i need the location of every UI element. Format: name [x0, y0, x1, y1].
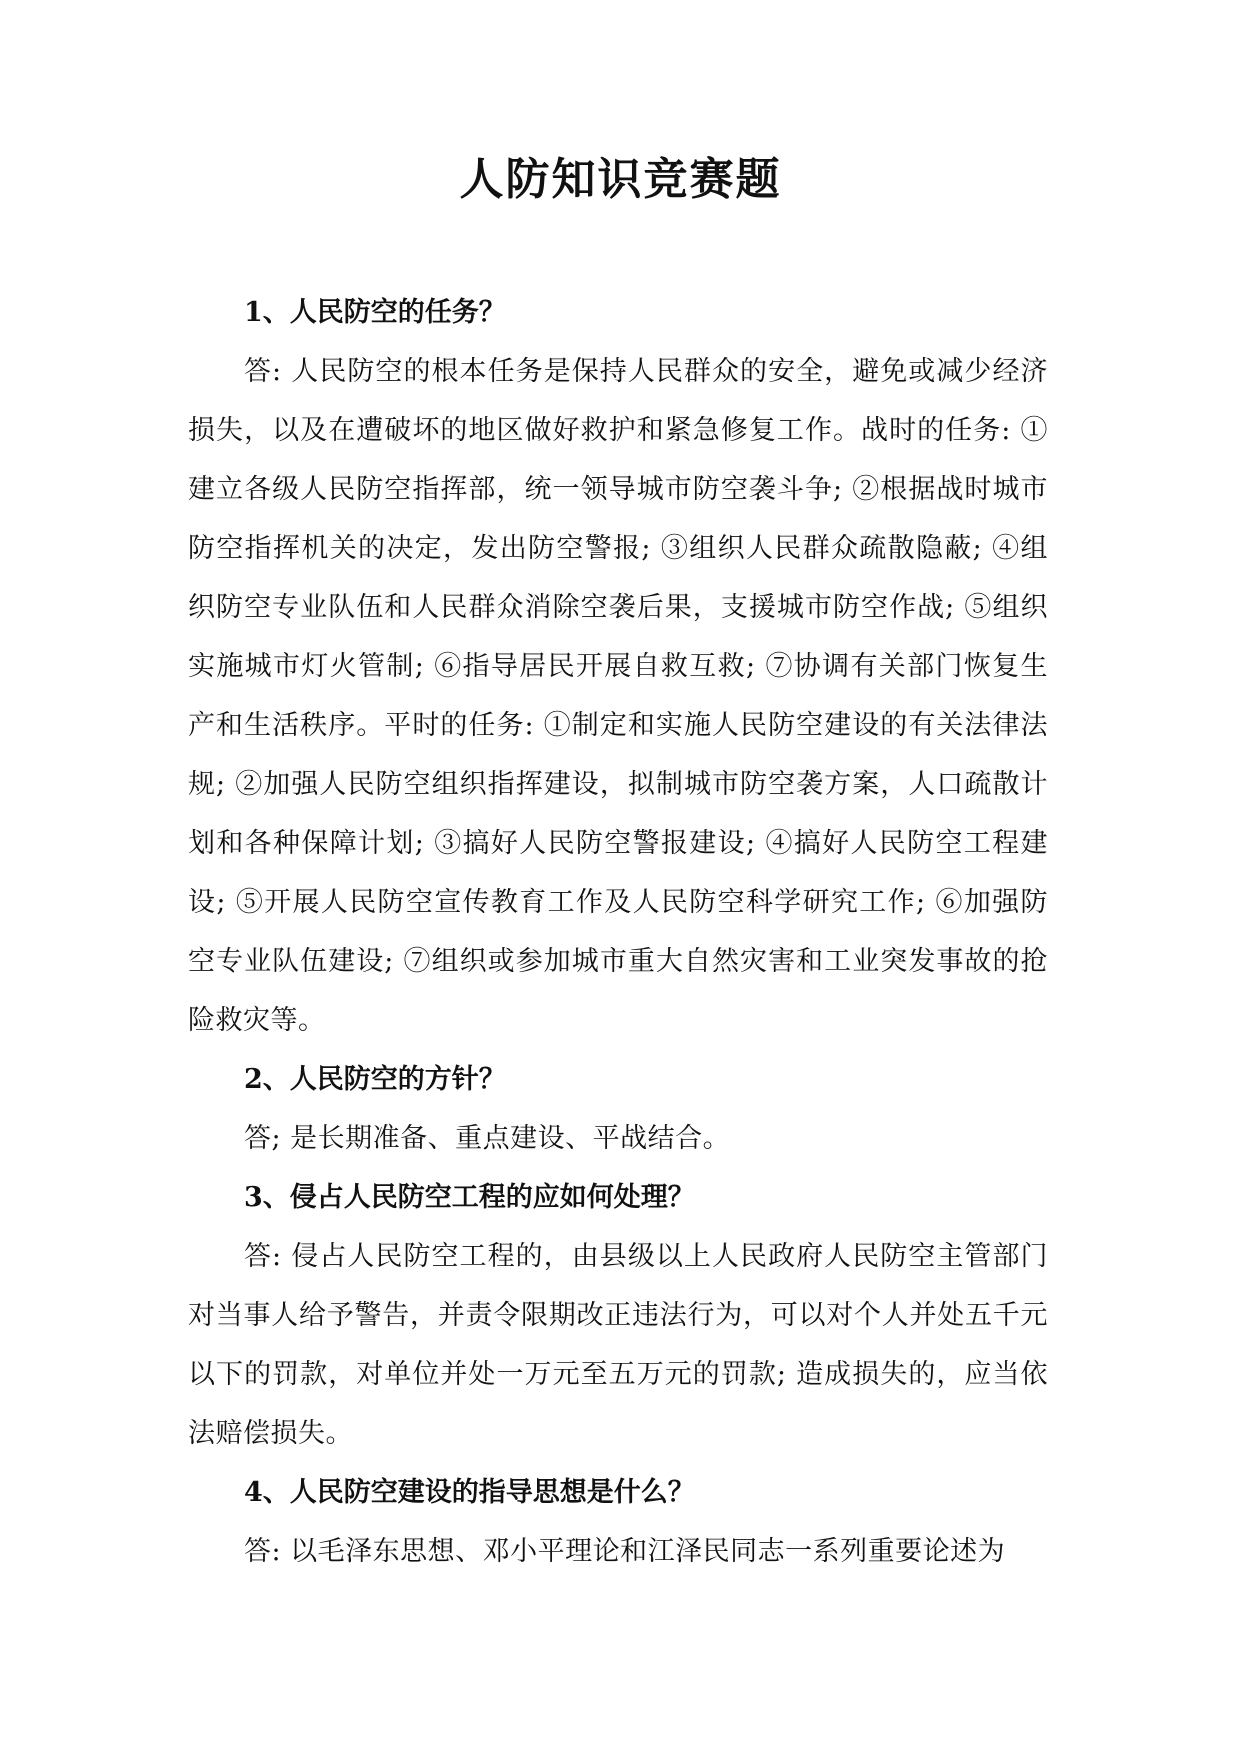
question-3: 3、侵占人民防空工程的应如何处理？ — [244, 1182, 695, 1213]
qa-item-2 — [188, 1050, 1048, 1168]
qa-list — [188, 283, 1048, 1581]
qa-item-4 — [188, 1463, 1048, 1581]
answer-2: 答; 是长期准备、重点建设、平战结合。 — [244, 1123, 731, 1154]
question-4: 4、人民防空建设的指导思想是什么？ — [244, 1477, 695, 1508]
qa-item-1 — [188, 283, 1048, 1050]
question-1: 1、人民防空的任务？ — [244, 297, 506, 328]
answer-3: 答: 侵占人民防空工程的，由县级以上人民政府人民防空主管部门对当事人给予警告，并责令限期改正违法行为，可以对个人并处五千元以下的罚款，对单位并处一万元至五万元的罚款; 造成损失的，应当依法赔偿损失。 — [188, 1241, 1048, 1449]
page-title: 人防知识竞赛题 — [459, 154, 782, 205]
qa-item-3 — [188, 1168, 1048, 1463]
question-2: 2、人民防空的方针？ — [244, 1064, 506, 1095]
answer-1: 答: 人民防空的根本任务是保持人民群众的安全，避免或减少经济损失，以及在遭破坏的地区做好救护和紧急修复工作。战时的任务: ①建立各级人民防空指挥部，统一领导城市防空袭斗争; ②根据战时城市防空指挥机关的决定，发出防空警报; ③组织人民群众疏散隐蔽; ④组织防空专业队伍和人民群众消除空袭后果，支援城市防空作战; ⑤组织实施城市灯火管制; ⑥指导居民开展自救互救; ⑦协调有关部门恢复生产和生活秩序。平时的任务: ①制定和实施人民防空建设的有关法律法规; ②加强人民防空组织指挥建设，拟制城市防空袭方案，人口疏散计划和各种保障计划; ③搞好人民防空警报建设; ④搞好人民防空工程建设; ⑤开展人民防空宣传教育工作及人民防空科学研究工作; ⑥加强防空专业队伍建设; ⑦组织或参加城市重大自然灾害和工业突发事故的抢险救灾等。 — [188, 356, 1048, 1036]
answer-4: 答: 以毛泽东思想、邓小平理论和江泽民同志一系列重要论述为 — [244, 1536, 1006, 1567]
